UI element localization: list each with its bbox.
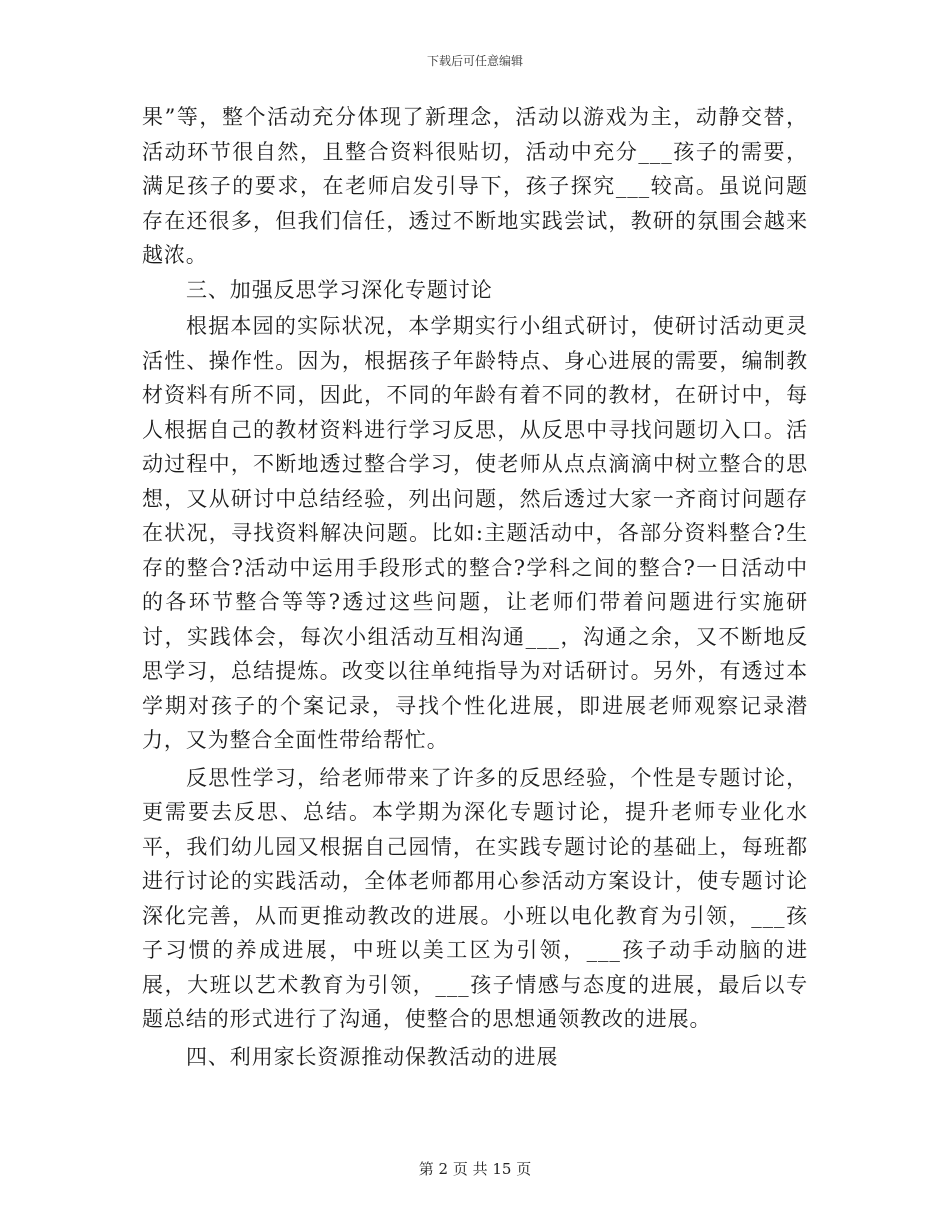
paragraph-reflective-learning: 反思性学习，给老师带来了许多的反思经验，个性是专题讨论，更需要去反思、总结。本学期为深化专题讨论，提升老师专业化水平，我们幼儿园又根据自己园情，在实践专题讨论的基础上，每班都进行讨论的实践活动，全体老师都用心参活动方案设计，使专题讨论深化完善，从而更推动教改的进展。小班以电化教育为引领，___孩子习惯的养成进展，中班以美工区为引领，___孩子动手动脑的进展，大班以艺术教育为引领，___孩子情感与态度的进展，最后以专题总结的形式进行了沟通，使整合的思想通领教改的进展。 [142,765,808,1031]
paragraph-continuation: 果”等，整个活动充分体现了新理念，活动以游戏为主，动静交替，活动环节很自然，且整合资料很贴切，活动中充分___孩子的需要，满足孩子的要求，在老师启发引导下，孩子探究___较高。虽说问题存在还很多，但我们信任，透过不断地实践尝试，教研的氛围会越来越浓。 [142,105,808,267]
document-body [142,100,808,1074]
section-heading-3: 三、加强反思学习深化专题讨论 [186,277,493,302]
page-header: 下载后可任意编辑 [426,54,523,68]
section-heading-4: 四、利用家长资源推动保教活动的进展 [186,1044,559,1069]
page-number-footer: 第 2 页 共 15 页 [418,1160,532,1178]
paragraph-reflection-study: 根据本园的实际状况，本学期实行小组式研讨，使研讨活动更灵活性、操作性。因为，根据孩子年龄特点、身心进展的需要，编制教材资料有所不同，因此，不同的年龄有着不同的教材，在研讨中，每人根据自己的教材资料进行学习反思，从反思中寻找问题切入口。活动过程中，不断地透过整合学习，使老师从点点滴滴中树立整合的思想，又从研讨中总结经验，列出问题，然后透过大家一齐商讨问题存在状况，寻找资料解决问题。比如:主题活动中，各部分资料整合?生存的整合?活动中运用手段形式的整合?学科之间的整合?一日活动中的各环节整合等等?透过这些问题，让老师们带着问题进行实施研讨，实践体会，每次小组活动互相沟通___，沟通之余，又不断地反思学习，总结提炼。改变以往单纯指导为对话研讨。另外，有透过本学期对孩子的个案记录，寻找个性化进展，即进展老师观察记录潜力，又为整合全面性带给帮忙。 [142,314,808,752]
